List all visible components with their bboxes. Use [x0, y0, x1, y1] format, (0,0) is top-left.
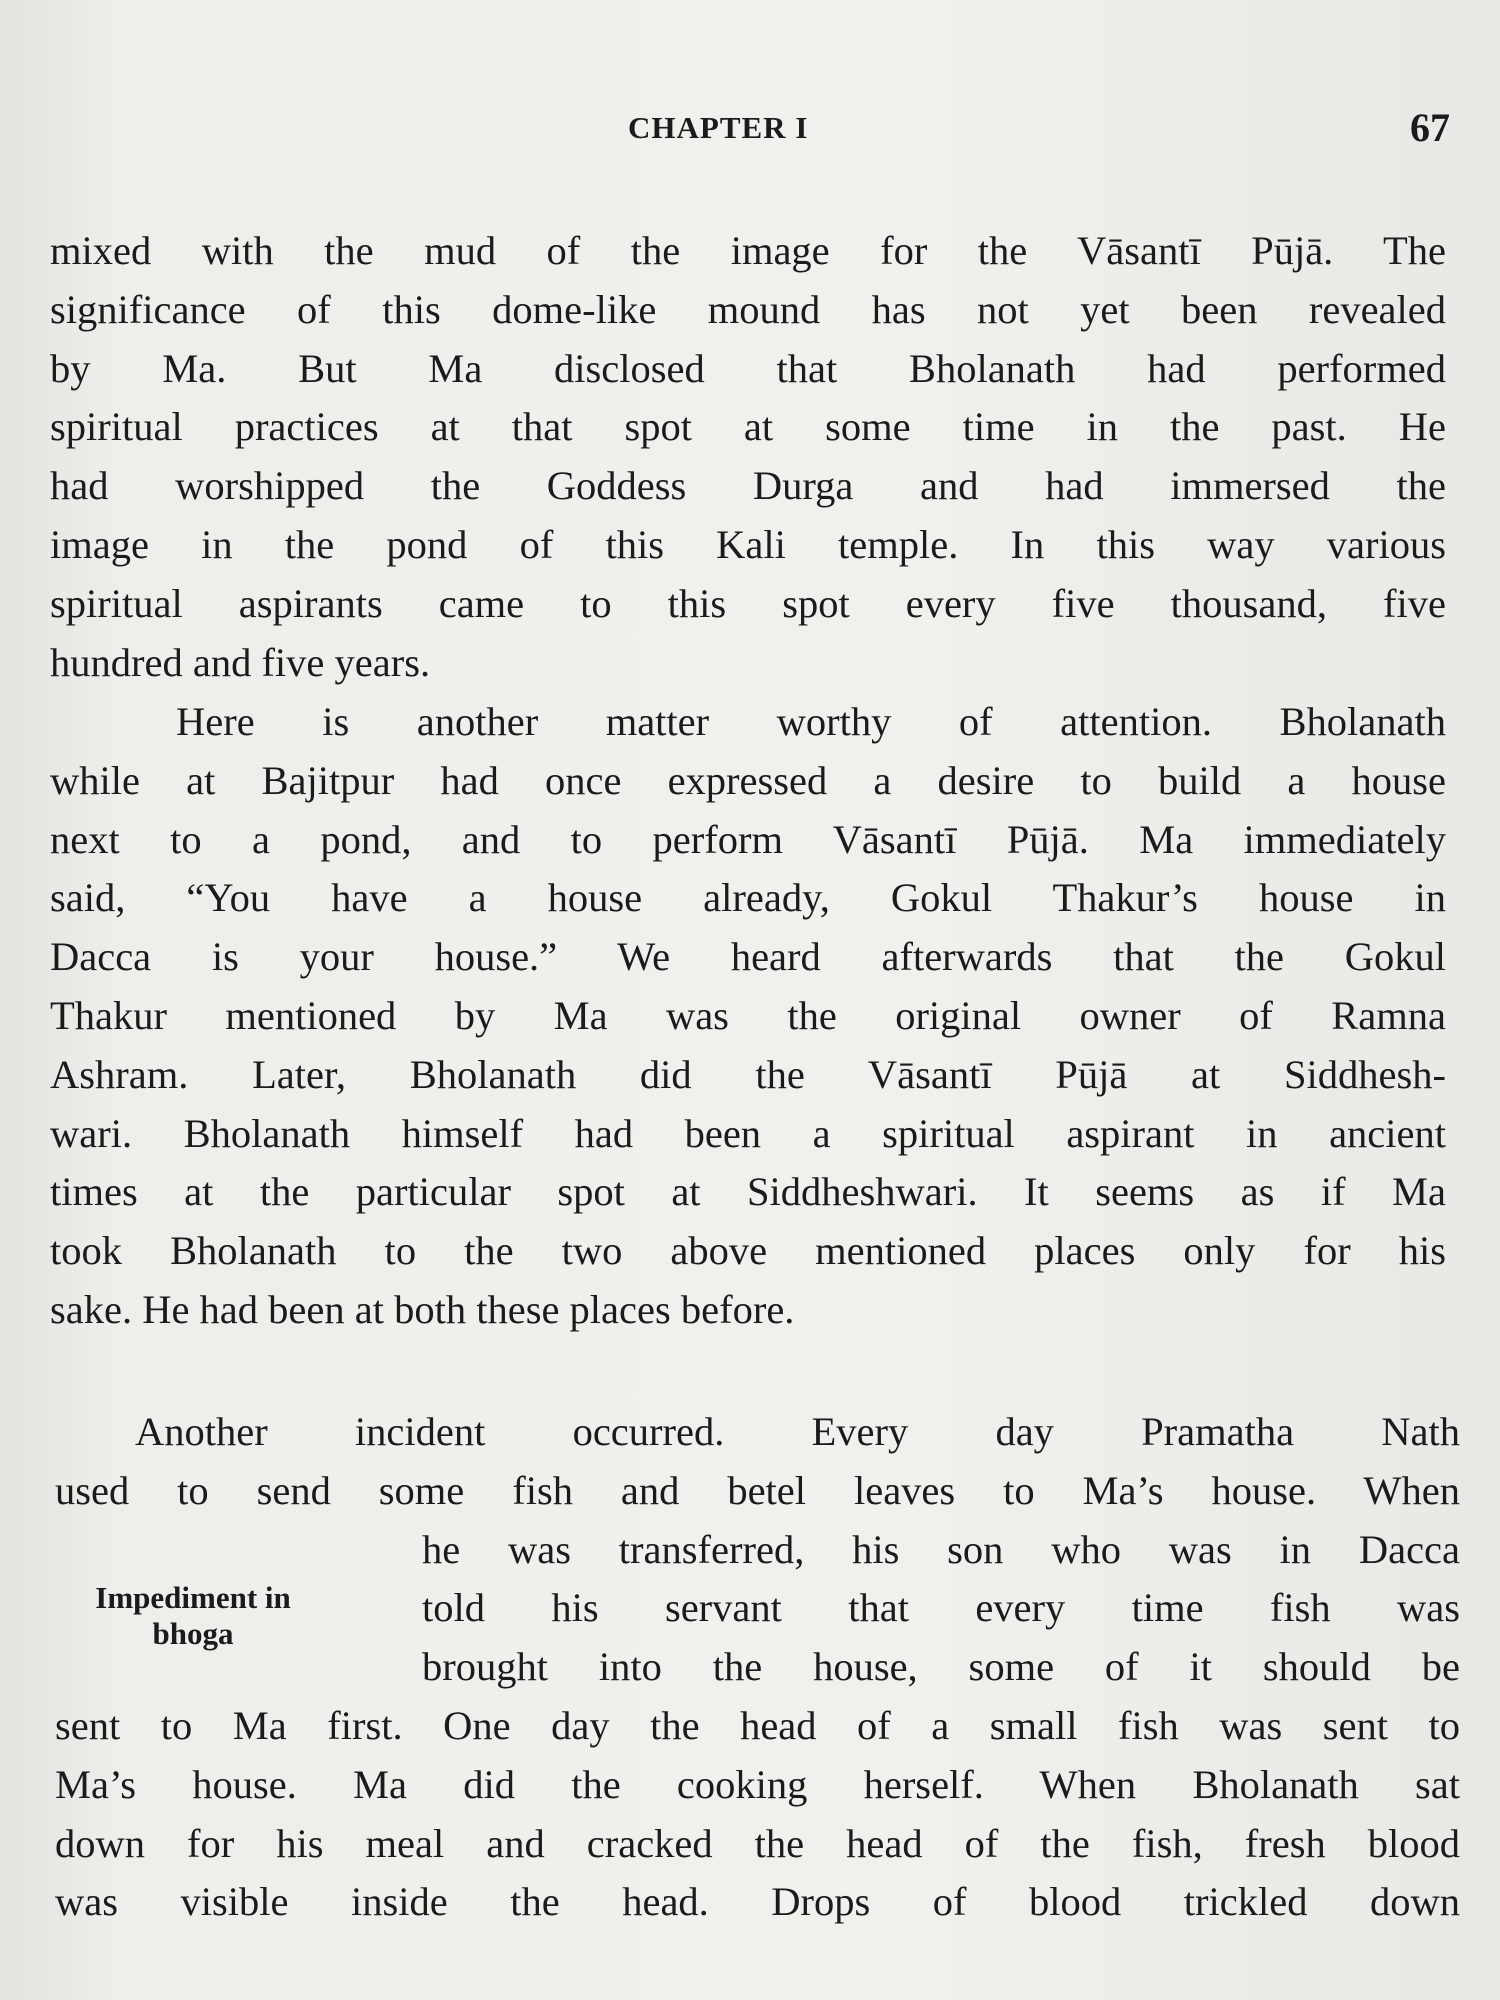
margin-note-line-2: bhoga	[152, 1616, 234, 1651]
paragraph-1	[50, 222, 1446, 692]
text-line: Dacca is your house.” We heard afterwards that the Gokul	[50, 934, 1446, 980]
text-line: image in the pond of this Kali temple. In this way various	[50, 521, 1446, 567]
text-line: Thakur mentioned by Ma was the original owner of Ramna	[50, 992, 1446, 1038]
text-line: was visible inside the head. Drops of blood trickled down	[55, 1879, 1460, 1925]
text-line: brought into the house, some of it should be	[422, 1644, 1460, 1690]
text-line: took Bholanath to the two above mentioned places only for his	[50, 1228, 1446, 1274]
running-head: CHAPTER I	[628, 110, 809, 145]
text-line: while at Bajitpur had once expressed a desire to build a house	[50, 757, 1446, 803]
paragraph-2	[50, 693, 1446, 1340]
text-line: sent to Ma first. One day the head of a small fish was sent to	[55, 1702, 1460, 1748]
text-line: Ashram. Later, Bholanath did the Vāsantī Pūjā at Siddhesh-	[50, 1051, 1446, 1097]
text-line: had worshipped the Goddess Durga and had immersed the	[50, 463, 1446, 509]
text-line: spiritual practices at that spot at some time in the past. He	[50, 404, 1446, 450]
text-line: next to a pond, and to perform Vāsantī Pūjā. Ma immediately	[50, 816, 1446, 862]
text-line: used to send some fish and betel leaves to Ma’s house. When	[55, 1467, 1460, 1513]
text-line: wari. Bholanath himself had been a spiritual aspirant in ancient	[50, 1110, 1446, 1156]
text-line: he was transferred, his son who was in Dacca	[422, 1526, 1460, 1572]
margin-note	[48, 1580, 338, 1652]
text-line: Here is another matter worthy of attention. Bholanath	[176, 699, 1446, 744]
text-line: sake. He had been at both these places before.	[50, 1286, 795, 1332]
text-line: told his servant that every time fish was	[422, 1585, 1460, 1631]
text-line: Ma’s house. Ma did the cooking herself. When Bholanath sat	[55, 1761, 1460, 1807]
text-line: hundred and five years.	[50, 639, 431, 685]
text-line: said, “You have a house already, Gokul Thakur’s house in	[50, 875, 1446, 921]
text-line: Another incident occurred. Every day Pramatha Nath	[135, 1409, 1460, 1454]
page-number: 67	[1410, 105, 1450, 150]
page-header	[0, 105, 1500, 160]
text-line: by Ma. But Ma disclosed that Bholanath had performed	[50, 345, 1446, 391]
margin-note-line-1: Impediment in	[95, 1580, 291, 1615]
text-line: mixed with the mud of the image for the Vāsantī Pūjā. The	[50, 228, 1446, 273]
text-line: down for his meal and cracked the head of the fish, fresh blood	[55, 1820, 1460, 1866]
text-line: times at the particular spot at Siddheshwari. It seems as if Ma	[50, 1169, 1446, 1215]
text-line: significance of this dome-like mound has not yet been revealed	[50, 286, 1446, 332]
paragraph-3	[55, 1403, 1460, 1932]
text-line: spiritual aspirants came to this spot every five thousand, five	[50, 580, 1446, 626]
